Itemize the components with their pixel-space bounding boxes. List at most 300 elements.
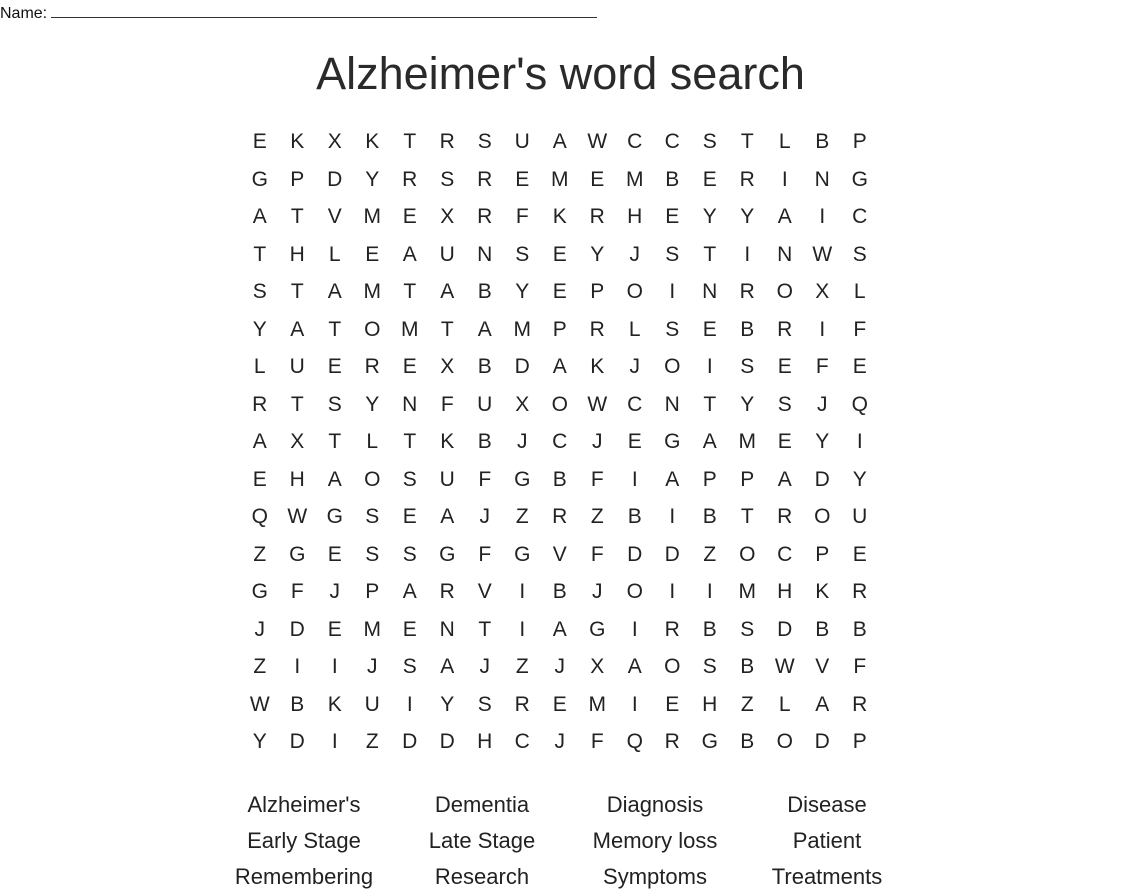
grid-letter: Y <box>590 242 605 266</box>
grid-letter: Z <box>253 655 267 678</box>
grid-letter: R <box>852 692 868 716</box>
grid-letter: H <box>777 580 793 603</box>
grid-letter: I <box>519 617 526 641</box>
grid-letter: M <box>363 280 381 303</box>
grid-letter: B <box>552 580 567 603</box>
grid-letter: Y <box>740 205 755 228</box>
grid-letter: E <box>402 205 417 228</box>
grid-row <box>241 686 879 724</box>
grid-letter: I <box>331 655 338 678</box>
grid-letter: X <box>290 430 305 453</box>
grid-letter: U <box>514 130 530 153</box>
grid-letter: K <box>590 355 605 378</box>
grid-letter: A <box>440 280 455 303</box>
grid-letter: P <box>740 467 755 491</box>
grid-letter: T <box>703 392 717 416</box>
grid-letter: P <box>852 130 867 153</box>
grid-letter: S <box>740 617 755 641</box>
grid-letter: I <box>706 355 713 378</box>
grid-letter: W <box>587 130 608 153</box>
grid-letter: T <box>703 242 717 266</box>
grid-letter: H <box>289 467 305 491</box>
grid-row <box>241 348 879 386</box>
grid-letter: J <box>629 355 640 378</box>
grid-letter: S <box>365 542 380 566</box>
grid-letter: Z <box>365 730 379 753</box>
grid-letter: S <box>852 242 867 266</box>
grid-letter: O <box>626 280 643 303</box>
grid-letter: Y <box>365 392 380 416</box>
grid-letter: T <box>740 505 754 528</box>
grid-letter: M <box>626 167 644 191</box>
grid-letter: C <box>852 205 868 228</box>
grid-letter: S <box>740 355 755 378</box>
grid-letter: R <box>402 167 418 191</box>
grid-letter: J <box>254 617 265 641</box>
grid-letter: Y <box>515 280 530 303</box>
grid-letter: D <box>814 467 830 491</box>
grid-letter: A <box>552 617 567 641</box>
grid-letter: N <box>664 392 680 416</box>
grid-letter: N <box>702 280 718 303</box>
grid-letter: D <box>664 542 680 566</box>
grid-letter: G <box>701 730 718 753</box>
grid-letter: R <box>852 580 868 603</box>
grid-letter: E <box>252 467 267 491</box>
grid-letter: J <box>629 242 640 266</box>
grid-letter: A <box>552 355 567 378</box>
grid-letter: R <box>514 692 530 716</box>
grid-letter: O <box>776 280 793 303</box>
grid-letter: K <box>440 430 455 453</box>
grid-letter: K <box>290 130 305 153</box>
grid-letter: I <box>631 467 638 491</box>
grid-letter: C <box>664 130 680 153</box>
grid-letter: F <box>590 467 604 491</box>
grid-letter: Z <box>253 542 267 566</box>
grid-letter: O <box>364 317 381 341</box>
grid-letter: S <box>702 130 717 153</box>
grid-letter: T <box>403 280 417 303</box>
grid-letter: J <box>817 392 828 416</box>
grid-letter: M <box>363 617 381 641</box>
grid-letter: C <box>627 392 643 416</box>
grid-letter: Z <box>740 692 754 716</box>
grid-letter: N <box>439 617 455 641</box>
grid-letter: R <box>664 730 680 753</box>
grid-letter: D <box>439 730 455 753</box>
grid-letter: B <box>665 167 680 191</box>
grid-letter: U <box>289 355 305 378</box>
grid-letter: P <box>552 317 567 341</box>
grid-letter: N <box>402 392 418 416</box>
grid-letter: T <box>290 205 304 228</box>
grid-letter: F <box>478 542 492 566</box>
grid-letter: B <box>815 130 830 153</box>
grid-letter: F <box>853 317 867 341</box>
grid-letter: L <box>778 692 791 716</box>
grid-letter: M <box>513 317 531 341</box>
grid-letter: D <box>627 542 643 566</box>
grid-letter: J <box>592 430 603 453</box>
grid-letter: E <box>702 317 717 341</box>
grid-letter: X <box>815 280 830 303</box>
word-list-item: Patient <box>792 828 862 853</box>
grid-letter: D <box>402 730 418 753</box>
grid-row <box>241 198 879 236</box>
grid-letter: J <box>554 655 565 678</box>
grid-letter: S <box>365 505 380 528</box>
grid-letter: F <box>815 355 829 378</box>
grid-letter: O <box>739 542 756 566</box>
grid-letter: D <box>289 617 305 641</box>
grid-letter: T <box>253 242 267 266</box>
grid-letter: R <box>252 392 268 416</box>
grid-letter: F <box>590 730 604 753</box>
grid-letter: E <box>327 355 342 378</box>
grid-letter: L <box>366 430 379 453</box>
grid-row <box>241 123 879 161</box>
grid-letter: M <box>588 692 606 716</box>
grid-letter: O <box>664 655 681 678</box>
grid-letter: R <box>439 130 455 153</box>
grid-letter: W <box>249 692 270 716</box>
grid-letter: W <box>812 242 833 266</box>
grid-letter: F <box>478 467 492 491</box>
grid-letter: S <box>402 467 417 491</box>
grid-letter: B <box>552 467 567 491</box>
word-list-item: Treatments <box>771 864 883 889</box>
grid-letter: E <box>327 542 342 566</box>
grid-letter: J <box>554 730 565 753</box>
grid-letter: L <box>778 130 791 153</box>
grid-letter: G <box>326 505 343 528</box>
grid-letter: E <box>852 542 867 566</box>
grid-letter: X <box>590 655 605 678</box>
grid-letter: K <box>365 130 380 153</box>
name-label: Name: <box>0 5 48 22</box>
grid-letter: X <box>440 355 455 378</box>
grid-letter: J <box>329 580 340 603</box>
grid-letter: E <box>552 280 567 303</box>
grid-letter: A <box>440 655 455 678</box>
grid-letter: B <box>740 730 755 753</box>
grid-letter: L <box>253 355 266 378</box>
word-list <box>215 787 915 895</box>
grid-letter: A <box>665 467 680 491</box>
grid-letter: W <box>774 655 795 678</box>
grid-letter: G <box>514 542 531 566</box>
grid-letter: T <box>328 317 342 341</box>
grid-letter: M <box>738 430 756 453</box>
grid-letter: B <box>477 430 492 453</box>
grid-letter: D <box>514 355 530 378</box>
grid-letter: M <box>551 167 569 191</box>
grid-letter: S <box>477 692 492 716</box>
grid-letter: O <box>776 730 793 753</box>
grid-letter: N <box>777 242 793 266</box>
grid-letter: S <box>402 655 417 678</box>
grid-letter: Y <box>815 430 830 453</box>
grid-letter: C <box>552 430 568 453</box>
name-blank-line <box>51 3 597 18</box>
grid-letter: B <box>477 355 492 378</box>
grid-letter: R <box>477 167 493 191</box>
grid-letter: E <box>402 355 417 378</box>
grid-letter: P <box>590 280 605 303</box>
grid-letter: Y <box>252 317 267 341</box>
grid-letter: P <box>290 167 305 191</box>
grid-letter: T <box>740 130 754 153</box>
word-list-item: Alzheimer's <box>247 792 361 817</box>
grid-letter: W <box>287 505 308 528</box>
grid-letter: I <box>856 430 863 453</box>
grid-letter: J <box>517 430 528 453</box>
grid-letter: A <box>402 580 417 603</box>
word-list-item: Symptoms <box>603 864 707 889</box>
grid-letter: T <box>440 317 454 341</box>
grid-letter: M <box>738 580 756 603</box>
grid-letter: R <box>739 167 755 191</box>
grid-letter: F <box>853 655 867 678</box>
grid-letter: G <box>664 430 681 453</box>
grid-letter: A <box>440 505 455 528</box>
grid-letter: R <box>664 617 680 641</box>
word-list-item: Disease <box>787 792 867 817</box>
grid-letter: S <box>665 317 680 341</box>
grid-letter: K <box>815 580 830 603</box>
grid-letter: B <box>852 617 867 641</box>
grid-row <box>241 273 879 311</box>
grid-letter: A <box>477 317 492 341</box>
grid-letter: E <box>852 355 867 378</box>
grid-letter: Z <box>515 505 529 528</box>
word-list-item: Late Stage <box>428 828 536 853</box>
grid-letter: C <box>627 130 643 153</box>
grid-letter: B <box>290 692 305 716</box>
grid-row <box>241 161 879 199</box>
grid-row <box>241 498 879 536</box>
grid-letter: J <box>367 655 378 678</box>
grid-letter: F <box>440 392 454 416</box>
grid-letter: Z <box>515 655 529 678</box>
grid-row <box>241 386 879 424</box>
grid-row <box>241 423 879 461</box>
grid-letter: R <box>477 205 493 228</box>
grid-letter: E <box>552 242 567 266</box>
grid-letter: S <box>777 392 792 416</box>
grid-letter: E <box>777 355 792 378</box>
grid-letter: A <box>777 205 792 228</box>
grid-letter: B <box>740 317 755 341</box>
grid-letter: O <box>814 505 831 528</box>
grid-letter: S <box>477 130 492 153</box>
grid-letter: E <box>365 242 380 266</box>
grid-letter: A <box>552 130 567 153</box>
grid-row <box>241 461 879 499</box>
grid-letter: R <box>364 355 380 378</box>
grid-letter: I <box>669 280 676 303</box>
grid-letter: R <box>589 317 605 341</box>
grid-letter: Y <box>440 692 455 716</box>
grid-row <box>241 723 879 761</box>
grid-letter: B <box>702 505 717 528</box>
grid-letter: P <box>702 467 717 491</box>
grid-letter: E <box>777 430 792 453</box>
grid-letter: N <box>477 242 493 266</box>
grid-letter: B <box>815 617 830 641</box>
grid-letter: B <box>627 505 642 528</box>
grid-letter: N <box>814 167 830 191</box>
grid-letter: E <box>515 167 530 191</box>
grid-letter: G <box>251 167 268 191</box>
grid-letter: B <box>477 280 492 303</box>
grid-letter: A <box>252 430 267 453</box>
grid-letter: K <box>552 205 567 228</box>
grid-letter: E <box>402 617 417 641</box>
grid-letter: V <box>477 580 492 603</box>
grid-letter: Y <box>365 167 380 191</box>
page-title: Alzheimer's word search <box>316 48 805 99</box>
grid-letter: A <box>327 280 342 303</box>
grid-letter: Z <box>590 505 604 528</box>
grid-letter: X <box>440 205 455 228</box>
grid-letter: S <box>327 392 342 416</box>
word-list-item: Early Stage <box>247 828 361 853</box>
grid-letter: S <box>252 280 267 303</box>
grid-row <box>241 311 879 349</box>
grid-row <box>241 573 879 611</box>
grid-letter: R <box>777 317 793 341</box>
grid-letter: L <box>628 317 641 341</box>
grid-letter: D <box>289 730 305 753</box>
grid-letter: E <box>665 692 680 716</box>
grid-letter: I <box>519 580 526 603</box>
grid-letter: J <box>592 580 603 603</box>
grid-letter: U <box>852 505 868 528</box>
grid-letter: P <box>852 730 867 753</box>
grid-letter: I <box>331 730 338 753</box>
grid-letter: A <box>777 467 792 491</box>
grid-letter: E <box>552 692 567 716</box>
grid-letter: G <box>851 167 868 191</box>
word-list-item: Dementia <box>434 792 530 817</box>
grid-letter: R <box>439 580 455 603</box>
grid-letter: S <box>440 167 455 191</box>
grid-letter: G <box>251 580 268 603</box>
grid-letter: E <box>665 205 680 228</box>
grid-letter: A <box>702 430 717 453</box>
grid-letter: L <box>853 280 866 303</box>
grid-letter: I <box>781 167 788 191</box>
grid-letter: Q <box>626 730 643 753</box>
grid-letter: R <box>739 280 755 303</box>
grid-letter: L <box>328 242 341 266</box>
grid-letter: E <box>252 130 267 153</box>
grid-letter: E <box>327 617 342 641</box>
grid-letter: X <box>327 130 342 153</box>
word-list-item: Memory loss <box>592 828 718 853</box>
grid-letter: I <box>631 692 638 716</box>
grid-letter: C <box>514 730 530 753</box>
grid-letter: A <box>327 467 342 491</box>
grid-letter: Y <box>740 392 755 416</box>
grid-letter: F <box>590 542 604 566</box>
grid-letter: T <box>478 617 492 641</box>
grid-letter: F <box>515 205 529 228</box>
grid-letter: T <box>403 130 417 153</box>
grid-letter: C <box>777 542 793 566</box>
grid-letter: U <box>477 392 493 416</box>
word-list-item: Research <box>434 864 530 889</box>
grid-letter: S <box>515 242 530 266</box>
grid-letter: U <box>439 467 455 491</box>
grid-letter: I <box>819 205 826 228</box>
grid-letter: E <box>627 430 642 453</box>
grid-letter: A <box>252 205 267 228</box>
grid-letter: K <box>327 692 342 716</box>
grid-letter: I <box>819 317 826 341</box>
grid-letter: H <box>289 242 305 266</box>
grid-letter: E <box>702 167 717 191</box>
grid-letter: O <box>664 355 681 378</box>
grid-letter: R <box>552 505 568 528</box>
grid-letter: T <box>290 392 304 416</box>
grid-letter: Y <box>852 467 867 491</box>
grid-letter: U <box>439 242 455 266</box>
grid-letter: H <box>702 692 718 716</box>
grid-letter: P <box>365 580 380 603</box>
grid-letter: I <box>669 580 676 603</box>
grid-letter: W <box>587 392 608 416</box>
grid-letter: A <box>815 692 830 716</box>
grid-row <box>241 536 879 574</box>
grid-letter: M <box>401 317 419 341</box>
grid-letter: U <box>364 692 380 716</box>
grid-letter: I <box>706 580 713 603</box>
grid-letter: B <box>740 655 755 678</box>
grid-letter: O <box>551 392 568 416</box>
grid-letter: E <box>402 505 417 528</box>
grid-letter: A <box>290 317 305 341</box>
grid-letter: H <box>477 730 493 753</box>
grid-letter: Y <box>252 730 267 753</box>
grid-letter: G <box>589 617 606 641</box>
grid-letter: D <box>777 617 793 641</box>
letter-grid <box>241 123 879 761</box>
grid-letter: P <box>815 542 830 566</box>
grid-letter: A <box>627 655 642 678</box>
grid-letter: H <box>627 205 643 228</box>
grid-letter: Z <box>703 542 717 566</box>
grid-letter: V <box>815 655 830 678</box>
grid-letter: S <box>402 542 417 566</box>
word-list-item: Diagnosis <box>606 792 704 817</box>
grid-letter: R <box>589 205 605 228</box>
grid-letter: G <box>514 467 531 491</box>
grid-letter: R <box>777 505 793 528</box>
grid-letter: I <box>631 617 638 641</box>
grid-letter: O <box>364 467 381 491</box>
grid-letter: T <box>403 430 417 453</box>
grid-letter: E <box>590 167 605 191</box>
grid-row <box>241 648 879 686</box>
grid-letter: Q <box>251 505 268 528</box>
grid-letter: G <box>439 542 456 566</box>
grid-letter: D <box>814 730 830 753</box>
grid-letter: F <box>290 580 304 603</box>
grid-letter: J <box>479 655 490 678</box>
